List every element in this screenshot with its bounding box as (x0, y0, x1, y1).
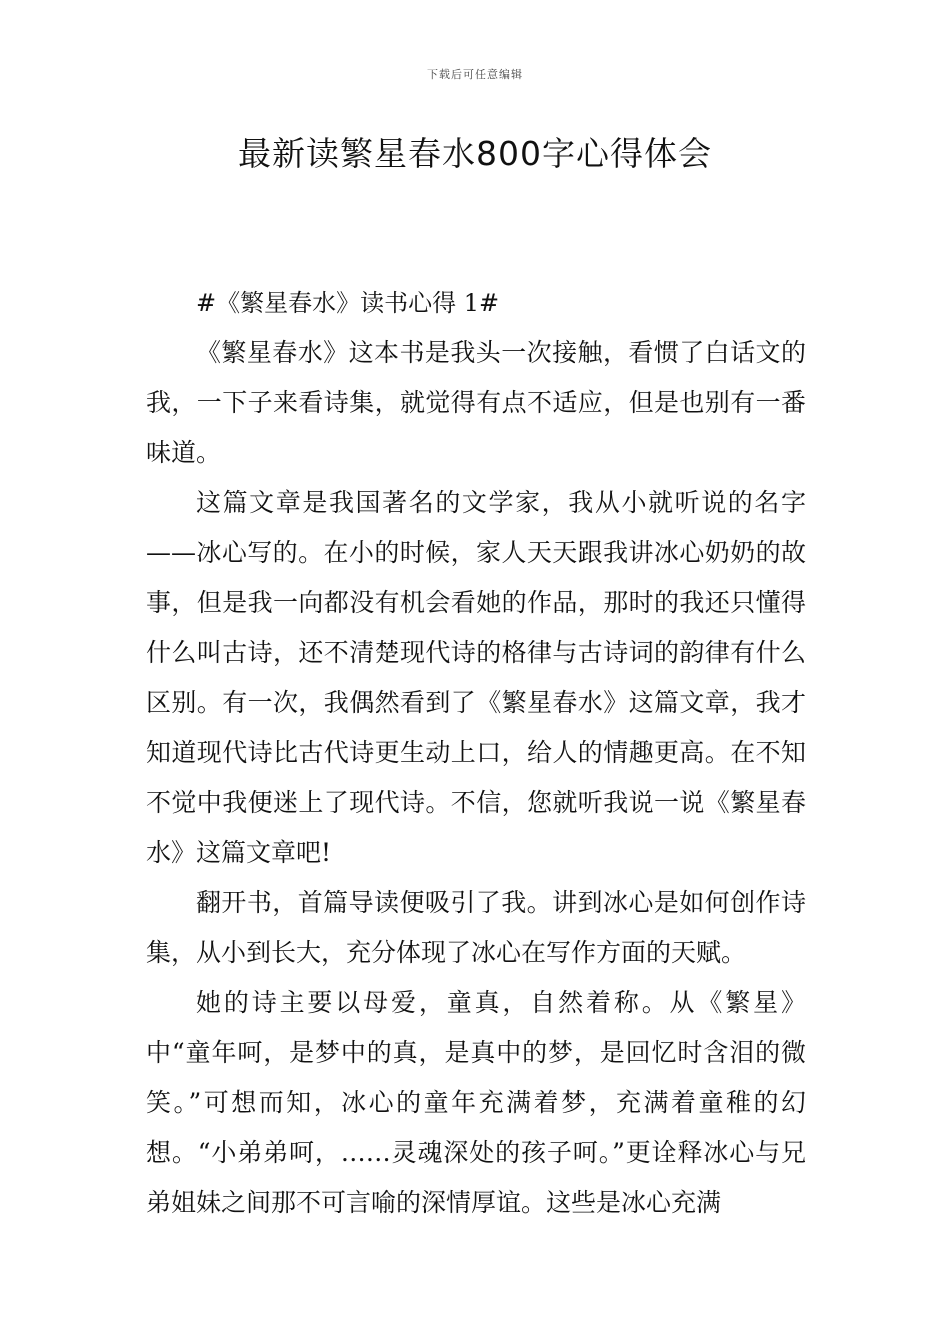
paragraph: 她的诗主要以母爱，童真，自然着称。从《繁星》中“童年呵，是梦中的真，是真中的梦，是回忆时含泪的微笑。”可想而知，冰心的童年充满着梦，充满着童稚的幻想。“小弟弟呵，……灵魂深处的孩子呵。”更诠释冰心与兄弟姐妹之间那不可言喻的深情厚谊。这些是冰心充满 (146, 988, 806, 1217)
paragraph: 《繁星春水》这本书是我头一次接触，看惯了白话文的我，一下子来看诗集，就觉得有点不适应，但是也别有一番味道。 (146, 338, 806, 467)
header-note: 下载后可任意编辑 (427, 68, 523, 81)
section-heading: #《繁星春水》读书心得 1# (196, 289, 500, 317)
paragraph: 这篇文章是我国著名的文学家，我从小就听说的名字——冰心写的。在小的时候，家人天天跟我讲冰心奶奶的故事，但是我一向都没有机会看她的作品，那时的我还只懂得什么叫古诗，还不清楚现代诗的格律与古诗词的韵律有什么区别。有一次，我偶然看到了《繁星春水》这篇文章，我才知道现代诗比古代诗更生动上口，给人的情趣更高。在不知不觉中我便迷上了现代诗。不信，您就听我说一说《繁星春水》这篇文章吧! (146, 488, 806, 867)
paragraph: 翻开书，首篇导读便吸引了我。讲到冰心是如何创作诗集，从小到长大，充分体现了冰心在写作方面的天赋。 (146, 888, 806, 967)
document-title: 最新读繁星春水800字心得体会 (238, 134, 712, 173)
document-body (146, 278, 806, 1228)
